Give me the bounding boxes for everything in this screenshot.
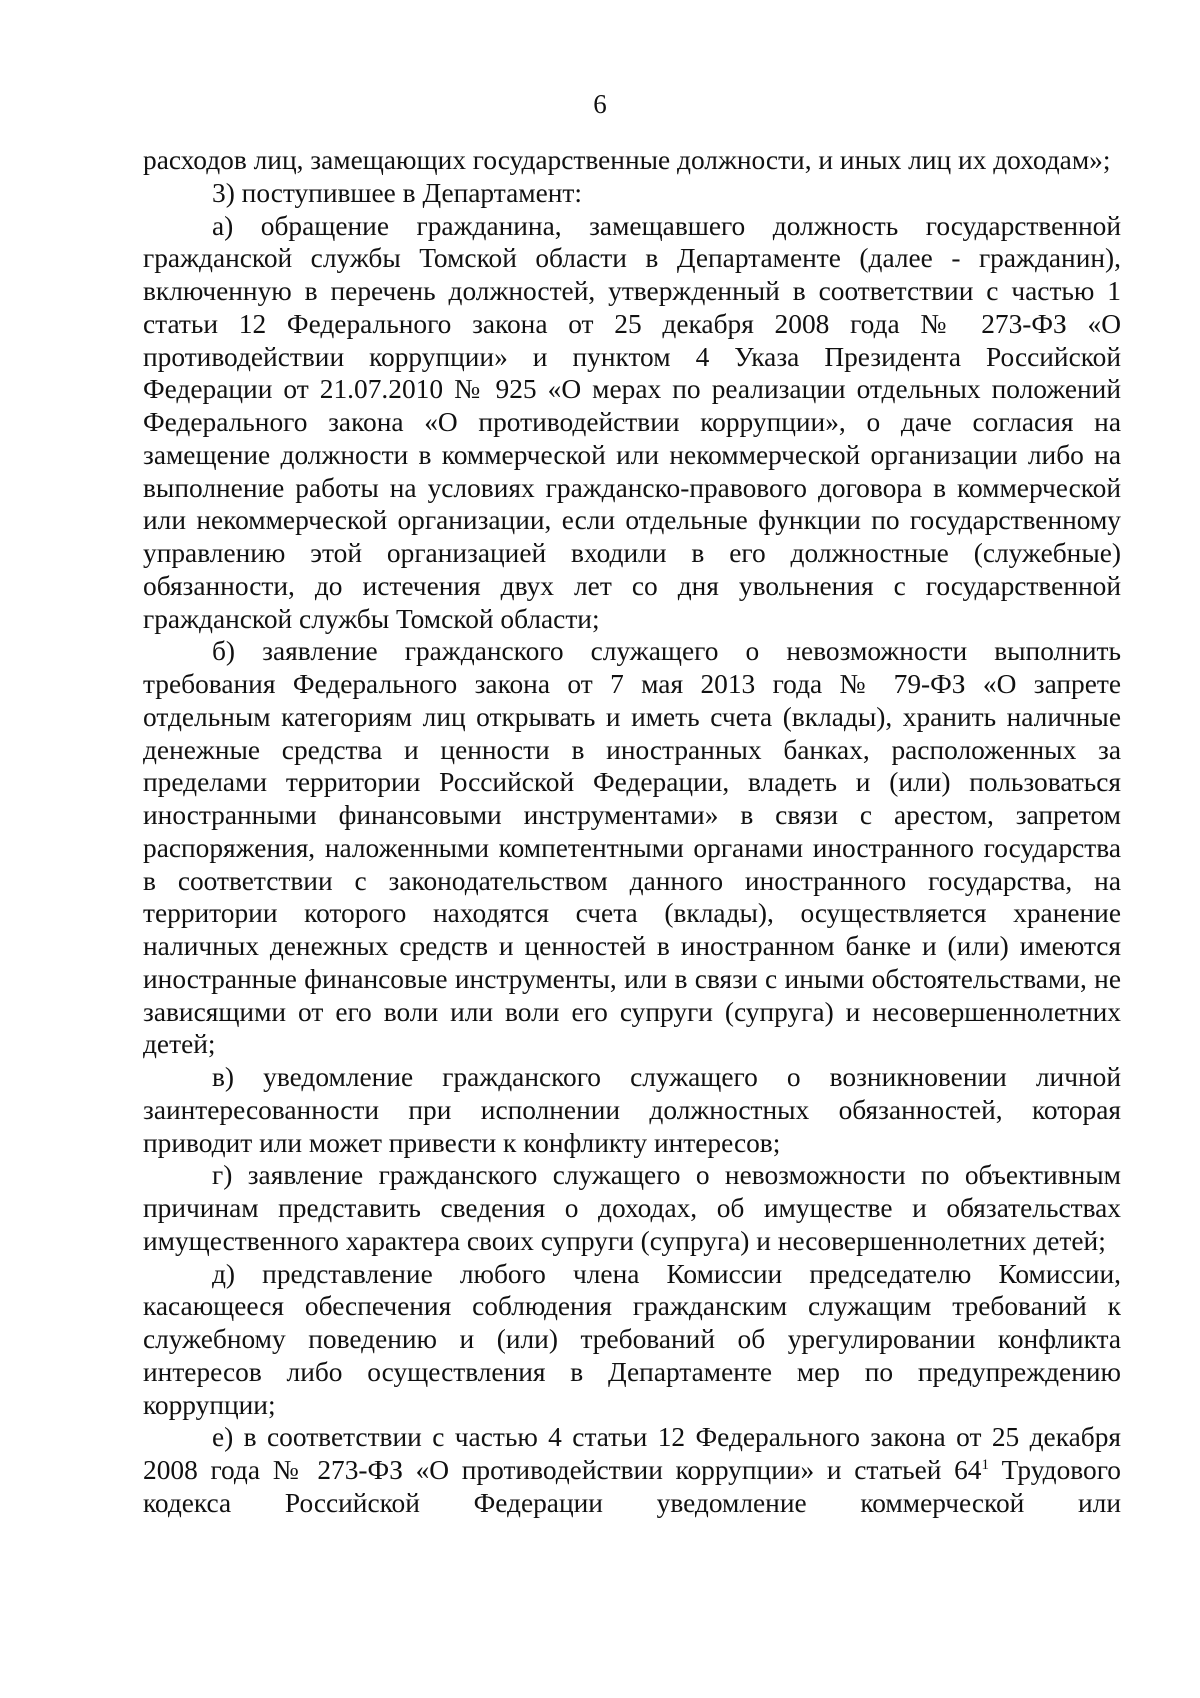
paragraph-item-a: а) обращение гражданина, замещавшего должность государственной гражданской службы Томской области в Департаменте (далее - гражданин), включенную в перечень должностей, утвержденный в соответствии с частью 1 статьи 12 Федерального закона от 25 декабря 2008 года № 273-ФЗ «О противодействии коррупции» и пунктом 4 Указа Президента Российской Федерации от 21.07.2010 № 925 «О мерах по реализации отдельных положений Федерального закона «О противодействии коррупции», о даче согласия на замещение должности в коммерческой или некоммерческой организации либо на выполнение работы на условиях гражданско-правового договора в коммерческой или некоммерческой организации, если отдельные функции по государственному управлению этой организацией входили в его должностные (служебные) обязанности, до истечения двух лет со дня увольнения с государственной гражданской службы Томской области; <box>143 210 1121 634</box>
paragraph-item-g: г) заявление гражданского служащего о невозможности по объективным причинам представить сведения о доходах, об имуществе и обязательствах имущественного характера своих супруги (супруга) и несовершеннолетних детей; <box>143 1160 1121 1256</box>
paragraph-item-e-text-start: е) в соответствии с частью 4 статьи 12 Федерального закона от 25 декабря 2008 года № 273-ФЗ «О противодействии коррупции» и статьей 64 <box>143 1422 1121 1485</box>
paragraph-item-b: б) заявление гражданского служащего о невозможности выполнить требования Федерального закона от 7 мая 2013 года № 79-ФЗ «О запрете отдельным категориям лиц открывать и иметь счета (вклады), хранить наличные денежные средства и ценности в иностранных банках, расположенных за пределами территории Российской Федерации, владеть и (или) пользоваться иностранными финансовыми инструментами» в связи с арестом, запретом распоряжения, наложенными компетентными органами иностранного государства в соответствии с законодательством данного иностранного государства, на территории которого находятся счета (вклады), осуществляется хранение наличных денежных средств и ценностей в иностранном банке и (или) имеются иностранные финансовые инструменты, или в связи с иными обстоятельствами, не зависящими от его воли или воли его супруги (супруга) и несовершеннолетних детей; <box>143 636 1121 1060</box>
paragraph-item-d: д) представление любого члена Комиссии председателю Комиссии, касающееся обеспечения соблюдения гражданским служащим требований к служебному поведению и (или) требований об урегулировании конфликта интересов либо осуществления в Департаменте мер по предупреждению коррупции; <box>143 1258 1121 1420</box>
superscript-marker: 1 <box>981 1457 989 1473</box>
paragraph-continuation: расходов лиц, замещающих государственные должности, и иных лиц их доходам»; <box>143 145 1111 175</box>
document-body <box>143 144 1121 1520</box>
paragraph-item-e <box>143 1421 1121 1519</box>
paragraph-item-3: 3) поступившее в Департамент: <box>212 177 582 208</box>
paragraph-item-v: в) уведомление гражданского служащего о возникновении личной заинтересованности при исполнении должностных обязанностей, которая приводит или может привести к конфликту интересов; <box>143 1062 1121 1158</box>
page-number: 6 <box>593 89 607 119</box>
paragraph-item-e-text-end: Трудового кодекса Российской Федерации уведомление коммерческой или <box>143 1455 1121 1518</box>
